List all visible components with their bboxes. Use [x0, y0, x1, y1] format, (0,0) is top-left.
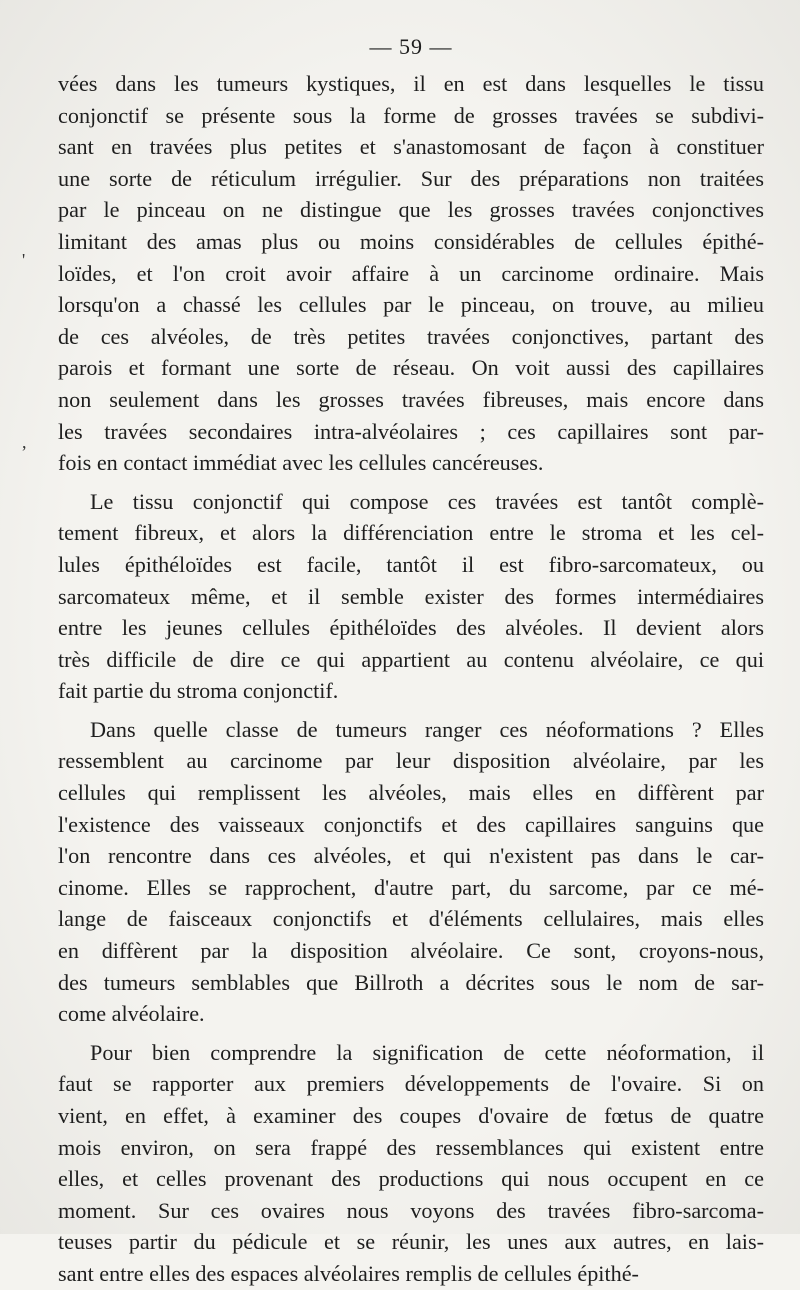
- paragraph-gap: [58, 1030, 764, 1037]
- paragraph-gap: [58, 479, 764, 486]
- text-line: une sorte de réticulum irrégulier. Sur des préparations non traitées: [58, 165, 764, 191]
- text-line: non seulement dans les grosses travées fibreuses, mais encore dans: [58, 386, 764, 412]
- text-line: lules épithéloïdes est facile, tantôt il est fibro-sarcomateux, ou: [58, 551, 764, 577]
- text-line: Pour bien comprendre la signification de cette néoformation, il: [90, 1039, 764, 1065]
- text-line: Le tissu conjonctif qui compose ces travées est tantôt complè-: [90, 488, 764, 514]
- text-line: conjonctif se présente sous la forme de grosses travées se subdivi-: [58, 102, 764, 128]
- page-number: — 59 —: [369, 34, 453, 59]
- text-line: mois environ, on sera frappé des ressemblances qui existent entre: [58, 1134, 764, 1160]
- text-line: sarcomateux même, et il semble exister des formes intermédiaires: [58, 583, 764, 609]
- text-line: come alvéolaire.: [58, 1001, 205, 1027]
- paragraph: [58, 486, 764, 707]
- paragraph: [58, 1037, 764, 1290]
- text-line: lange de faisceaux conjonctifs et d'éléments cellulaires, mais elles: [58, 906, 764, 932]
- text-line: en diffèrent par la disposition alvéolaire. Ce sont, croyons-nous,: [58, 938, 764, 964]
- text-line: moment. Sur ces ovaires nous voyons des travées fibro-sarcoma-: [58, 1197, 764, 1223]
- text-line: vient, en effet, à examiner des coupes d'ovaire de fœtus de quatre: [58, 1103, 764, 1128]
- text-line: par le pinceau on ne distingue que les grosses travées conjonctives: [58, 197, 764, 223]
- text-line: tement fibreux, et alors la différenciation entre le stroma et les cel-: [58, 520, 764, 546]
- text-line: cinome. Elles se rapprochent, d'autre part, du sarcome, par ce mé-: [58, 874, 764, 900]
- text-line: sant entre elles des espaces alvéolaires remplis de cellules épithé-: [58, 1260, 639, 1286]
- paragraph: [58, 68, 764, 479]
- text-line: parois et formant une sorte de réseau. On voit aussi des capillaires: [58, 355, 764, 381]
- text-line: des tumeurs semblables que Billroth a décrites sous le nom de sar-: [58, 969, 764, 995]
- text-line: faut se rapporter aux premiers développements de l'ovaire. Si on: [58, 1071, 764, 1097]
- paragraph-gap: [58, 707, 764, 714]
- text-line: entre les jeunes cellules épithéloïdes des alvéoles. Il devient alors: [58, 615, 764, 641]
- text-line: teuses partir du pédicule et se réunir, les unes aux autres, en lais-: [58, 1229, 764, 1255]
- text-line: lorsqu'on a chassé les cellules par le pinceau, on trouve, au milieu: [58, 292, 764, 318]
- text-line: ressemblent au carcinome par leur disposition alvéolaire, par les: [58, 748, 764, 774]
- text-line: les travées secondaires intra-alvéolaires ; ces capillaires sont par-: [58, 418, 764, 444]
- text-line: l'existence des vaisseaux conjonctifs et des capillaires sanguins que: [58, 811, 764, 837]
- text-body: [58, 68, 764, 1290]
- paragraph: [58, 714, 764, 1030]
- text-line: Dans quelle classe de tumeurs ranger ces néoformations ? Elles: [90, 716, 764, 742]
- margin-mark: ,: [22, 432, 27, 452]
- text-line: elles, et celles provenant des productions qui nous occupent en ce: [58, 1166, 764, 1192]
- text-line: vées dans les tumeurs kystiques, il en est dans lesquelles le tissu: [58, 71, 764, 96]
- text-line: sant en travées plus petites et s'anastomosant de façon à constituer: [58, 134, 764, 160]
- text-line: très difficile de dire ce qui appartient au contenu alvéolaire, ce qui: [58, 646, 764, 672]
- text-line: de ces alvéoles, de très petites travées conjonctives, partant des: [58, 323, 764, 349]
- margin-mark: ': [22, 250, 26, 270]
- text-line: cellules qui remplissent les alvéoles, mais elles en diffèrent par: [58, 780, 764, 806]
- text-line: fait partie du stroma conjonctif.: [58, 678, 339, 704]
- text-line: loïdes, et l'on croit avoir affaire à un carcinome ordinaire. Mais: [58, 260, 764, 286]
- text-line: l'on rencontre dans ces alvéoles, et qui n'existent pas dans le car-: [58, 843, 764, 869]
- text-line: limitant des amas plus ou moins considérables de cellules épithé-: [58, 228, 764, 254]
- text-line: fois en contact immédiat avec les cellules cancéreuses.: [58, 450, 544, 476]
